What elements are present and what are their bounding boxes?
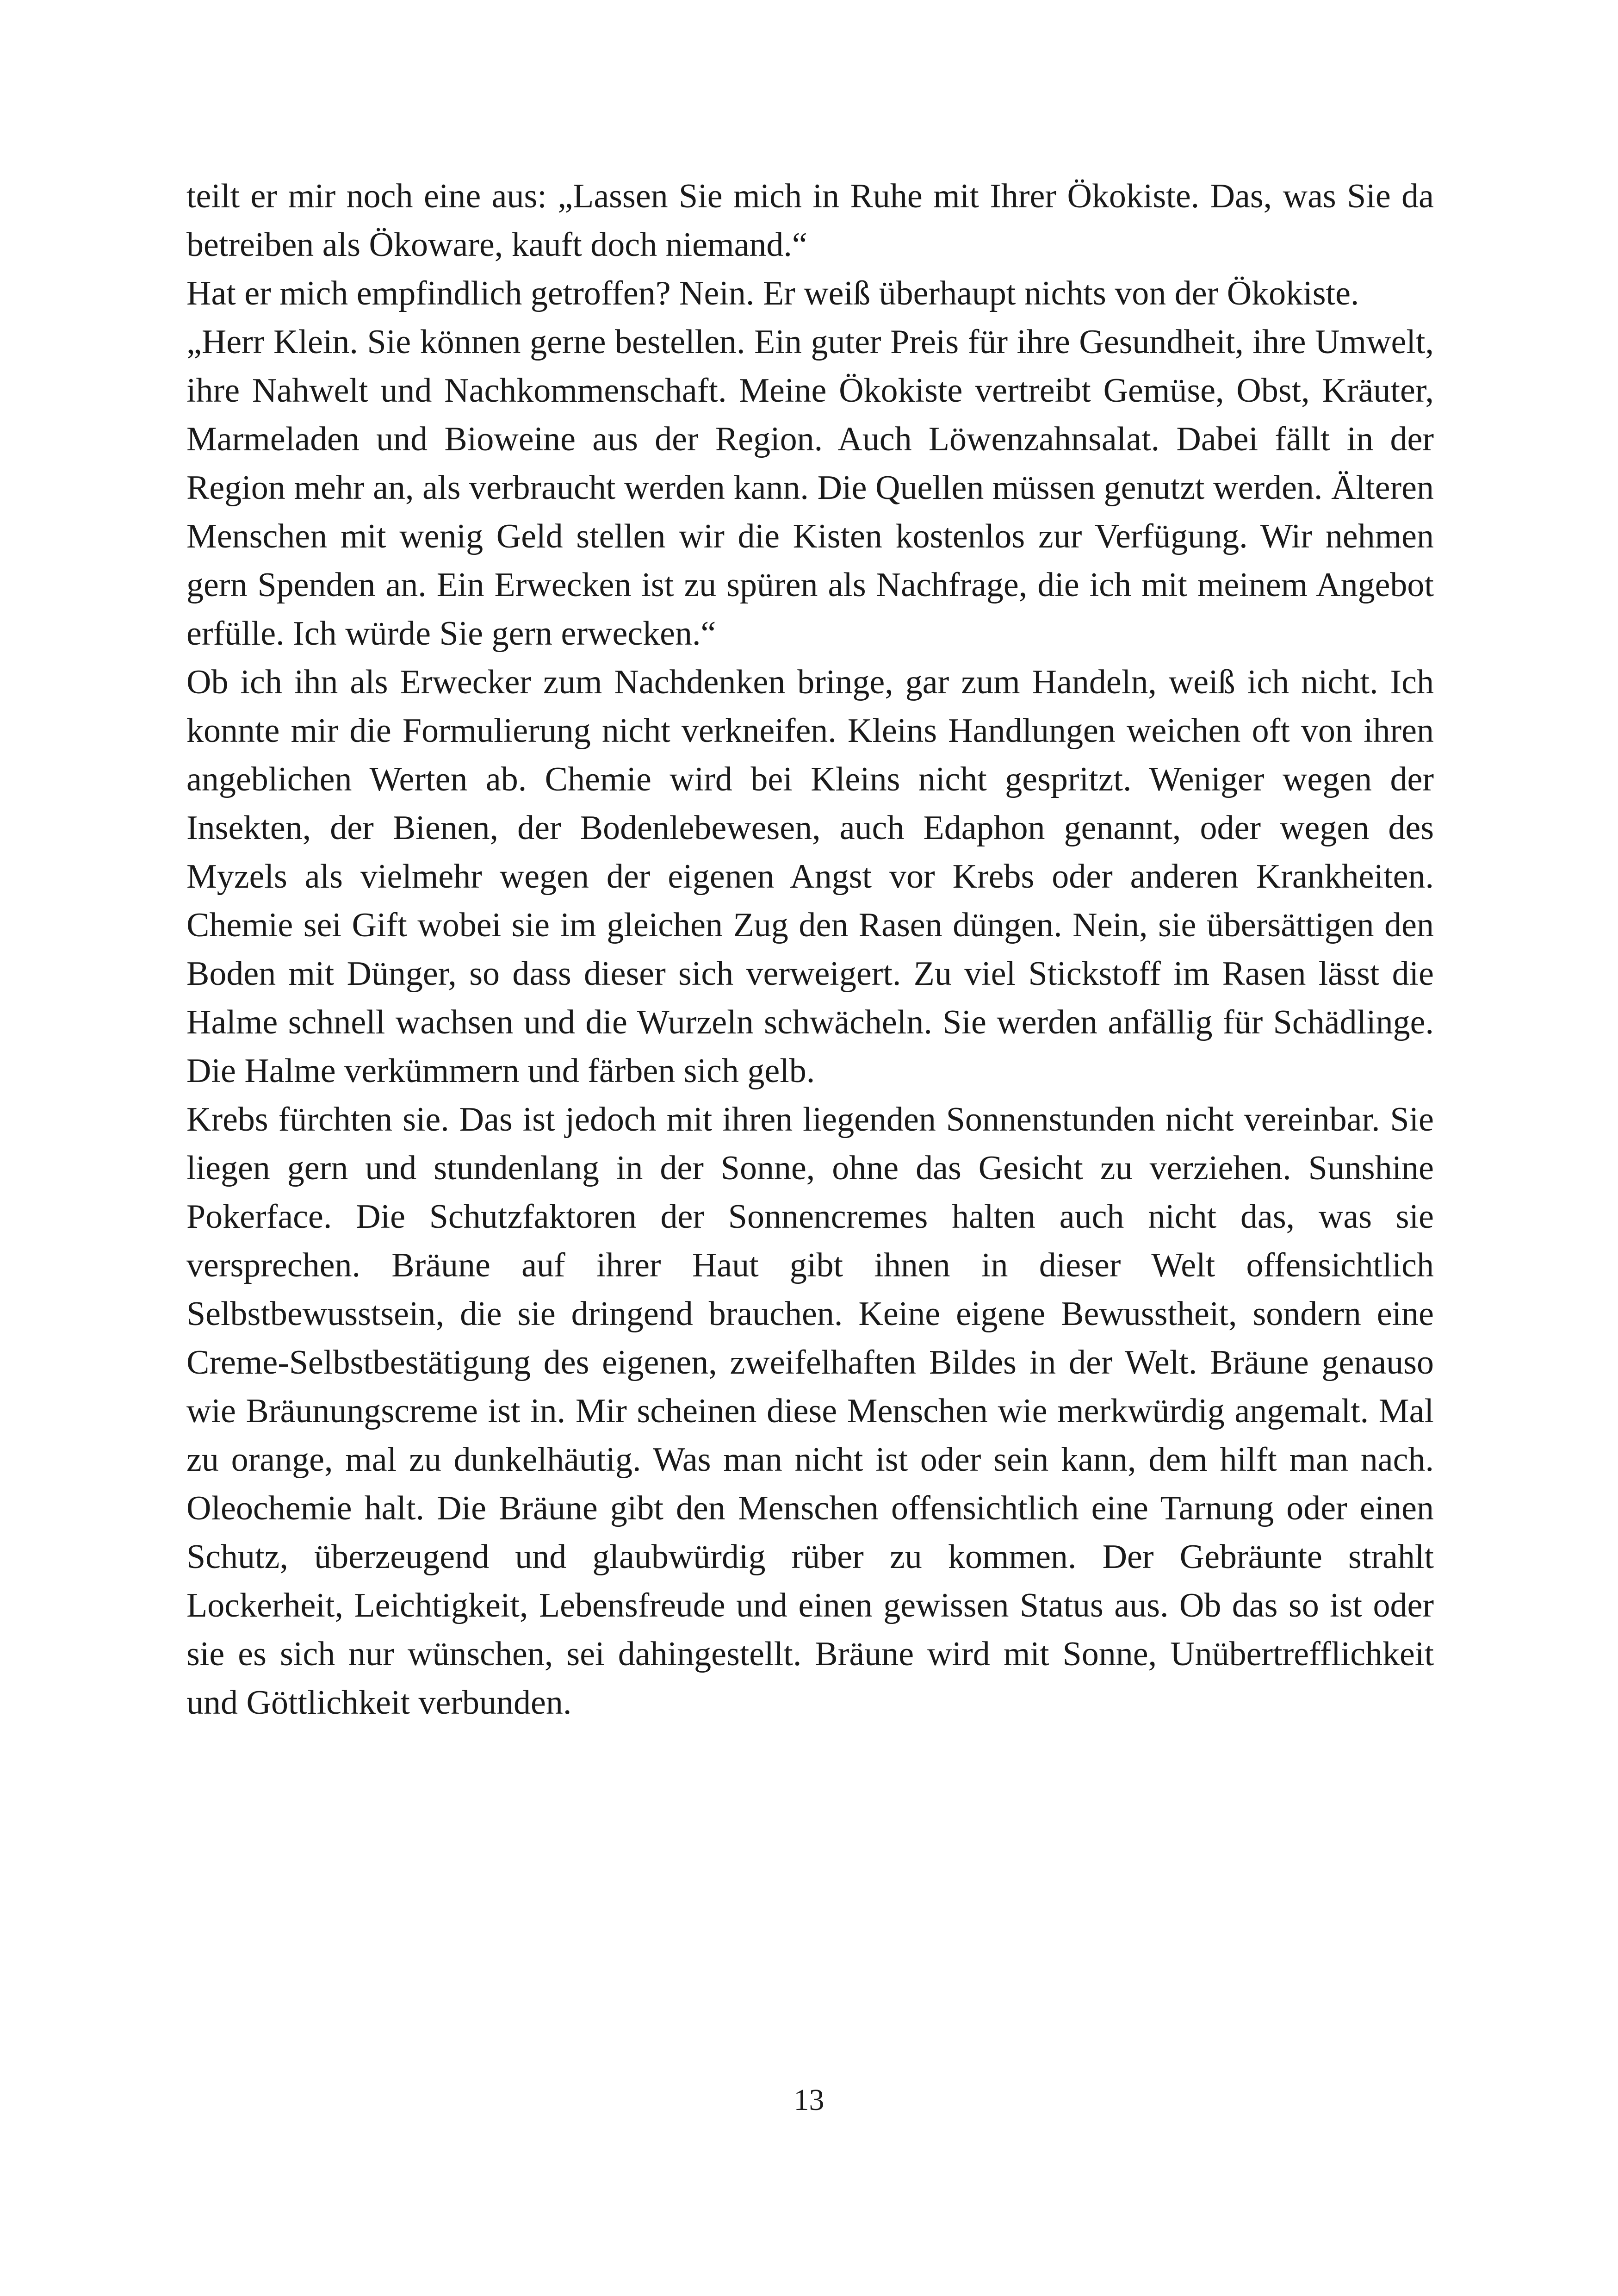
- paragraph-1: teilt er mir noch eine aus: „Lassen Sie mich in Ruhe mit Ihrer Ökokiste. Das, was Sie da betreiben als Ökoware, kauft doch niemand.“: [186, 177, 1434, 264]
- body-text: [186, 172, 1434, 1727]
- page-number: 13: [794, 2083, 824, 2117]
- paragraph-4: Ob ich ihn als Erwecker zum Nachdenken bringe, gar zum Handeln, weiß ich nicht. Ich konnte mir die Formulierung nicht verkneifen. Kleins Handlungen weichen oft von ihren angeblichen Werten ab. Chemie wird bei Kleins nicht gespritzt. Weniger wegen der Insekten, der Bienen, der Bodenlebewesen, auch Edaphon genannt, oder wegen des Myzels als vielmehr wegen der eigenen Angst vor Krebs oder anderen Krankheiten. Chemie sei Gift wobei sie im gleichen Zug den Rasen düngen. Nein, sie übersättigen den Boden mit Dünger, so dass dieser sich verweigert. Zu viel Stickstoff im Rasen lässt die Halme schnell wachsen und die Wurzeln schwächeln. Sie werden anfällig für Schädlinge. Die Halme verkümmern und färben sich gelb.: [186, 663, 1434, 1090]
- paragraph-2: Hat er mich empfindlich getroffen? Nein. Er weiß überhaupt nichts von der Ökokiste.: [186, 274, 1359, 312]
- paragraph-3: „Herr Klein. Sie können gerne bestellen. Ein guter Preis für ihre Gesundheit, ihre Umwelt, ihre Nahwelt und Nachkommenschaft. Meine Ökokiste vertreibt Gemüse, Obst, Kräuter, Marmeladen und Bioweine aus der Region. Auch Löwenzahnsalat. Dabei fällt in der Region mehr an, als verbraucht werden kann. Die Quellen müssen genutzt werden. Älteren Menschen mit wenig Geld stellen wir die Kisten kostenlos zur Verfügung. Wir nehmen gern Spenden an. Ein Erwecken ist zu spüren als Nachfrage, die ich mit meinem Angebot erfülle. Ich würde Sie gern erwecken.“: [186, 323, 1434, 653]
- paragraph-5: Krebs fürchten sie. Das ist jedoch mit ihren liegenden Sonnenstunden nicht vereinbar. Sie liegen gern und stundenlang in der Sonne, ohne das Gesicht zu verziehen. Sunshine Pokerface. Die Schutzfaktoren der Sonnencremes halten auch nicht das, was sie versprechen. Bräune auf ihrer Haut gibt ihnen in dieser Welt offensichtlich Selbstbewusstsein, die sie dringend brauchen. Keine eigene Bewusstheit, sondern eine Creme-Selbstbestätigung des eigenen, zweifelhaften Bildes in der Welt. Bräune genauso wie Bräunungscreme ist in. Mir scheinen diese Menschen wie merkwürdig angemalt. Mal zu orange, mal zu dunkelhäutig. Was man nicht ist oder sein kann, dem hilft man nach. Oleochemie halt. Die Bräune gibt den Menschen offensichtlich eine Tarnung oder einen Schutz, überzeugend und glaubwürdig rüber zu kommen. Der Gebräunte strahlt Lockerheit, Leichtigkeit, Lebensfreude und einen gewissen Status aus. Ob das so ist oder sie es sich nur wünschen, sei dahingestellt. Bräune wird mit Sonne, Unübertrefflichkeit und Göttlichkeit verbunden.: [186, 1101, 1434, 1722]
